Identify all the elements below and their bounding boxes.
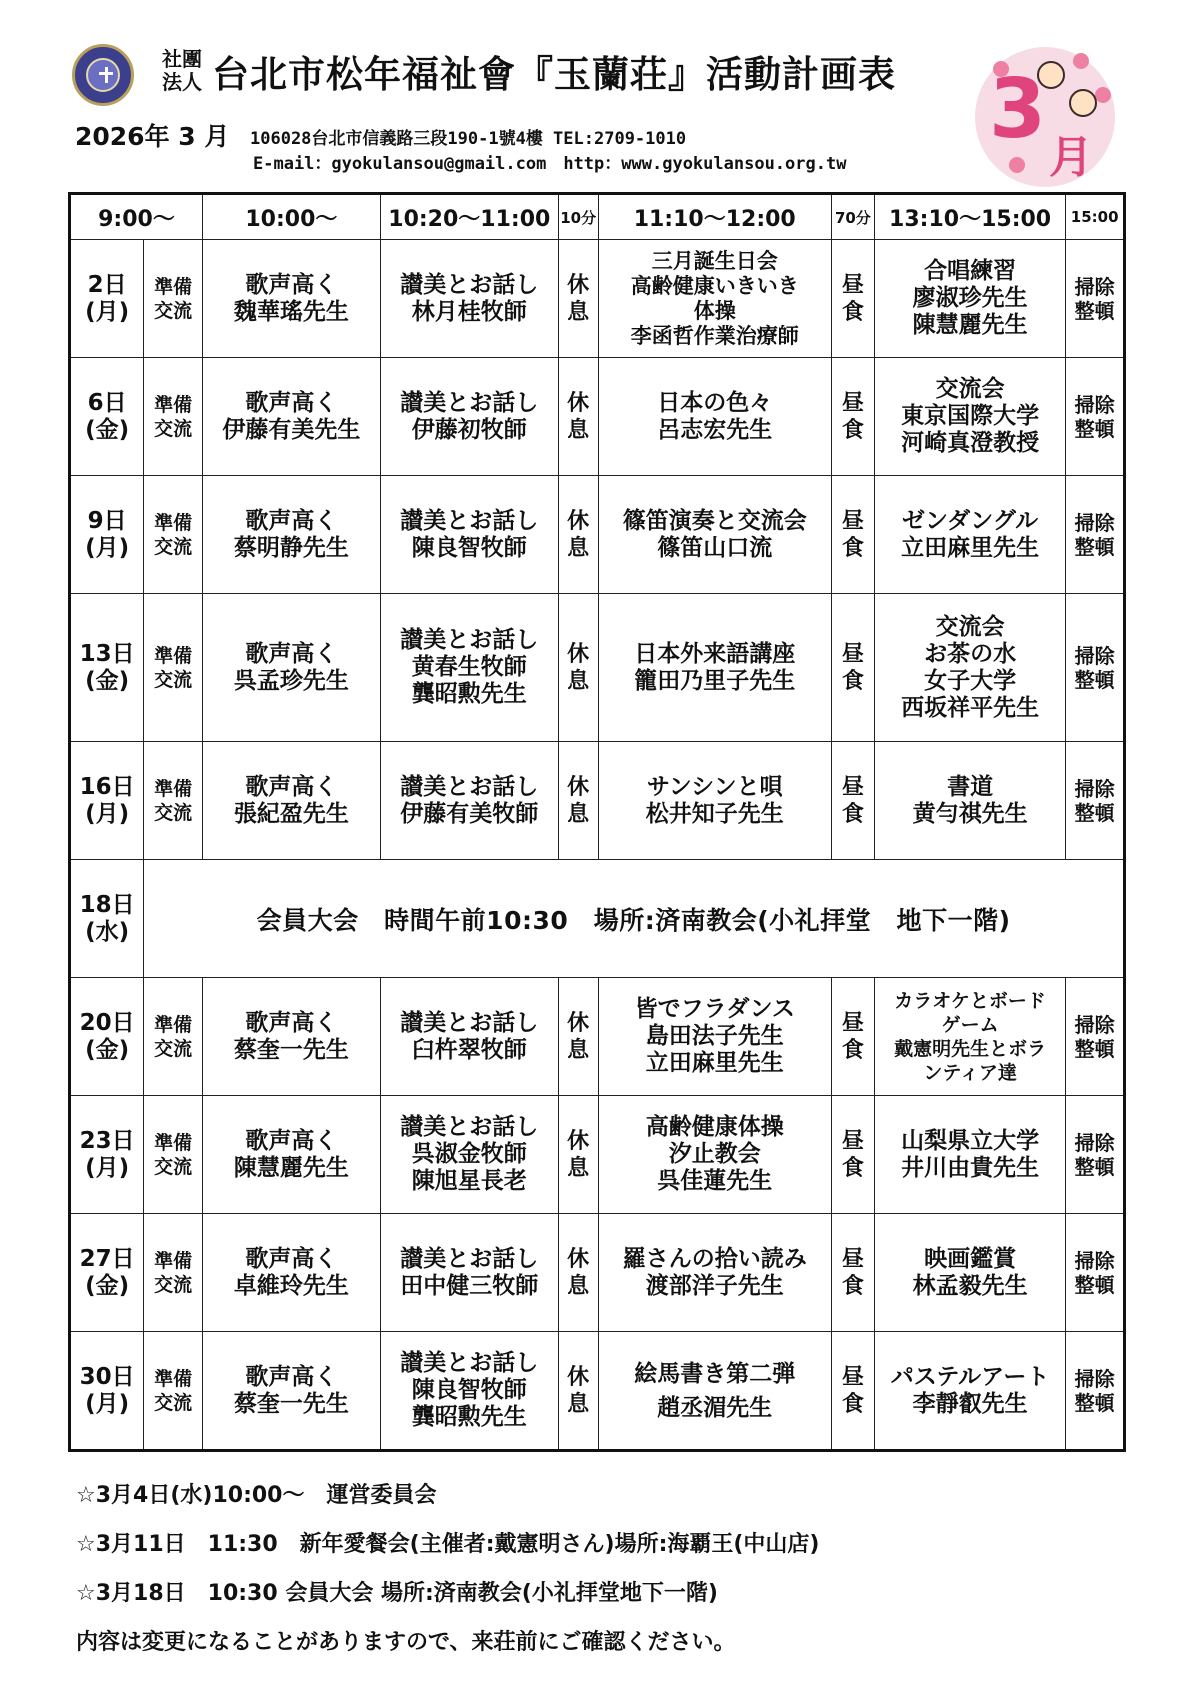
note-line: ☆3月11日 11:30 新年愛餐会(主催者:戴憲明さん)場所:海覇王(中山店): [76, 1532, 820, 1557]
disclaimer: 内容は変更になることがありますので、来荘前にご確認ください。: [76, 1630, 736, 1655]
afternoon-activity-cell: カラオケとボード ゲーム 戴憲明先生とボラ ンティア達: [874, 978, 1066, 1096]
song-cell: 歌声高く 卓維玲先生: [202, 1214, 380, 1332]
date-cell: 18日 (水): [70, 860, 144, 978]
afternoon-activity-cell: 山梨県立大学 井川由貴先生: [874, 1096, 1066, 1214]
lunch-cell: 昼 食: [831, 978, 874, 1096]
prep-cell: 準備 交流: [144, 476, 203, 594]
schedule-table: [68, 192, 1126, 1452]
cleanup-cell: 掃除 整頓: [1066, 476, 1125, 594]
badge-number: 3: [989, 62, 1047, 157]
song-cell: 歌声高く 蔡奎一先生: [202, 1332, 380, 1451]
song-cell: 歌声高く 張紀盈先生: [202, 742, 380, 860]
year-month: 2026年 3 月: [75, 122, 230, 151]
date-cell: 6日 (金): [70, 358, 144, 476]
cleanup-cell: 掃除 整頓: [1066, 358, 1125, 476]
prep-cell: 準備 交流: [144, 1214, 203, 1332]
table-row: [70, 1214, 1125, 1332]
lunch-cell: 昼 食: [831, 742, 874, 860]
prep-cell: 準備 交流: [144, 358, 203, 476]
lunch-cell: 昼 食: [831, 1214, 874, 1332]
general-meeting-cell: 会員大会 時間午前10:30 場所:済南教会(小礼拝堂 地下一階): [144, 860, 1125, 978]
afternoon-activity-cell: 映画鑑賞 林孟毅先生: [874, 1214, 1066, 1332]
song-cell: 歌声高く 呉孟珍先生: [202, 594, 380, 742]
morning-activity-cell: 羅さんの拾い読み 渡部洋子先生: [598, 1214, 831, 1332]
cleanup-cell: 掃除 整頓: [1066, 1214, 1125, 1332]
break-cell: 休 息: [558, 978, 598, 1096]
lunch-cell: 昼 食: [831, 240, 874, 358]
table-row: [70, 978, 1125, 1096]
break-cell: 休 息: [558, 1214, 598, 1332]
date-cell: 30日 (月): [70, 1332, 144, 1451]
table-row: [70, 594, 1125, 742]
corporate-type-label: 社團 法人: [162, 47, 202, 94]
prep-cell: 準備 交流: [144, 742, 203, 860]
note-line: ☆3月4日(水)10:00〜 運営委員会: [76, 1483, 437, 1508]
break-cell: 休 息: [558, 594, 598, 742]
table-row: [70, 1096, 1125, 1214]
date-cell: 2日 (月): [70, 240, 144, 358]
date-cell: 16日 (月): [70, 742, 144, 860]
col-header: 10:00〜: [202, 194, 380, 240]
table-row-special: [70, 860, 1125, 978]
break-cell: 休 息: [558, 240, 598, 358]
afternoon-activity-cell: パステルアート 李靜叡先生: [874, 1332, 1066, 1451]
talk-cell: 讃美とお話し 伊藤初牧師: [380, 358, 558, 476]
lunch-cell: 昼 食: [831, 594, 874, 742]
song-cell: 歌声高く 伊藤有美先生: [202, 358, 380, 476]
page-title: 台北市松年福祉會『玉蘭荘』活動計画表: [212, 53, 896, 96]
talk-cell: 讃美とお話し 陳良智牧師: [380, 476, 558, 594]
lunch-cell: 昼 食: [831, 1096, 874, 1214]
morning-activity-cell: 三月誕生日会 高齢健康いきいき 体操 李函哲作業治療師: [598, 240, 831, 358]
col-header: 10分: [558, 194, 598, 240]
talk-cell: 讃美とお話し 呉淑金牧師 陳旭星長老: [380, 1096, 558, 1214]
song-cell: 歌声高く 魏華瑤先生: [202, 240, 380, 358]
afternoon-activity-cell: ゼンダングル 立田麻里先生: [874, 476, 1066, 594]
col-header: 9:00〜: [70, 194, 203, 240]
cleanup-cell: 掃除 整頓: [1066, 742, 1125, 860]
afternoon-activity-cell: 書道 黄勻祺先生: [874, 742, 1066, 860]
talk-cell: 讃美とお話し 伊藤有美牧師: [380, 742, 558, 860]
break-cell: 休 息: [558, 476, 598, 594]
talk-cell: 讃美とお話し 林月桂牧師: [380, 240, 558, 358]
cleanup-cell: 掃除 整頓: [1066, 1332, 1125, 1451]
talk-cell: 讃美とお話し 田中健三牧師: [380, 1214, 558, 1332]
header-row: [70, 194, 1125, 240]
morning-activity-cell: 皆でフラダンス 島田法子先生 立田麻里先生: [598, 978, 831, 1096]
morning-activity-cell: 高齢健康体操 汐止教会 呉佳蓮先生: [598, 1096, 831, 1214]
col-header: 13:10〜15:00: [874, 194, 1066, 240]
prep-cell: 準備 交流: [144, 1332, 203, 1451]
date-cell: 27日 (金): [70, 1214, 144, 1332]
blossom-icon: [1095, 87, 1111, 103]
break-cell: 休 息: [558, 1332, 598, 1451]
talk-cell: 讃美とお話し 黄春生牧師 龔昭勲先生: [380, 594, 558, 742]
morning-activity-cell: 篠笛演奏と交流会 篠笛山口流: [598, 476, 831, 594]
morning-activity-cell: 日本外来語講座 籠田乃里子先生: [598, 594, 831, 742]
contact-line: E-mail：gyokulansou@gmail.com http：www.gyokulansou.org.tw: [253, 154, 847, 174]
note-line: ☆3月18日 10:30 会員大会 場所:済南教会(小礼拝堂地下一階): [76, 1581, 718, 1606]
lunch-cell: 昼 食: [831, 1332, 874, 1451]
prep-cell: 準備 交流: [144, 240, 203, 358]
cleanup-cell: 掃除 整頓: [1066, 1096, 1125, 1214]
afternoon-activity-cell: 交流会 お茶の水 女子大学 西坂祥平先生: [874, 594, 1066, 742]
month-badge: [975, 47, 1115, 187]
song-cell: 歌声高く 陳慧麗先生: [202, 1096, 380, 1214]
song-cell: 歌声高く 蔡明静先生: [202, 476, 380, 594]
table-row: [70, 240, 1125, 358]
col-header: 11:10〜12:00: [598, 194, 831, 240]
date-cell: 20日 (金): [70, 978, 144, 1096]
col-header: 70分: [831, 194, 874, 240]
table-row: [70, 742, 1125, 860]
cleanup-cell: 掃除 整頓: [1066, 594, 1125, 742]
doll-icon: [1069, 89, 1097, 117]
afternoon-activity-cell: 交流会 東京国際大学 河崎真澄教授: [874, 358, 1066, 476]
address-line: 106028台北市信義路三段190-1號4樓 TEL:2709-1010: [250, 129, 687, 149]
afternoon-activity-cell: 合唱練習 廖淑珍先生 陳慧麗先生: [874, 240, 1066, 358]
table-row: [70, 1332, 1125, 1451]
col-header: 10:20〜11:00: [380, 194, 558, 240]
prep-cell: 準備 交流: [144, 978, 203, 1096]
break-cell: 休 息: [558, 742, 598, 860]
badge-month: 月: [1049, 132, 1093, 183]
organization-logo: [72, 44, 134, 106]
morning-activity-cell: 絵馬書き第二弾 趙丞湄先生: [598, 1332, 831, 1451]
col-header: 15:00: [1066, 194, 1125, 240]
cleanup-cell: 掃除 整頓: [1066, 240, 1125, 358]
morning-activity-cell: サンシンと唄 松井知子先生: [598, 742, 831, 860]
blossom-icon: [1009, 157, 1025, 173]
prep-cell: 準備 交流: [144, 1096, 203, 1214]
talk-cell: 讃美とお話し 陳良智牧師 龔昭勲先生: [380, 1332, 558, 1451]
lunch-cell: 昼 食: [831, 358, 874, 476]
cleanup-cell: 掃除 整頓: [1066, 978, 1125, 1096]
table-row: [70, 476, 1125, 594]
break-cell: 休 息: [558, 358, 598, 476]
lunch-cell: 昼 食: [831, 476, 874, 594]
break-cell: 休 息: [558, 1096, 598, 1214]
morning-activity-cell: 日本の色々 呂志宏先生: [598, 358, 831, 476]
song-cell: 歌声高く 蔡奎一先生: [202, 978, 380, 1096]
date-cell: 9日 (月): [70, 476, 144, 594]
table-row: [70, 358, 1125, 476]
blossom-icon: [1073, 53, 1089, 69]
prep-cell: 準備 交流: [144, 594, 203, 742]
talk-cell: 讃美とお話し 臼杵翠牧師: [380, 978, 558, 1096]
date-cell: 23日 (月): [70, 1096, 144, 1214]
date-cell: 13日 (金): [70, 594, 144, 742]
